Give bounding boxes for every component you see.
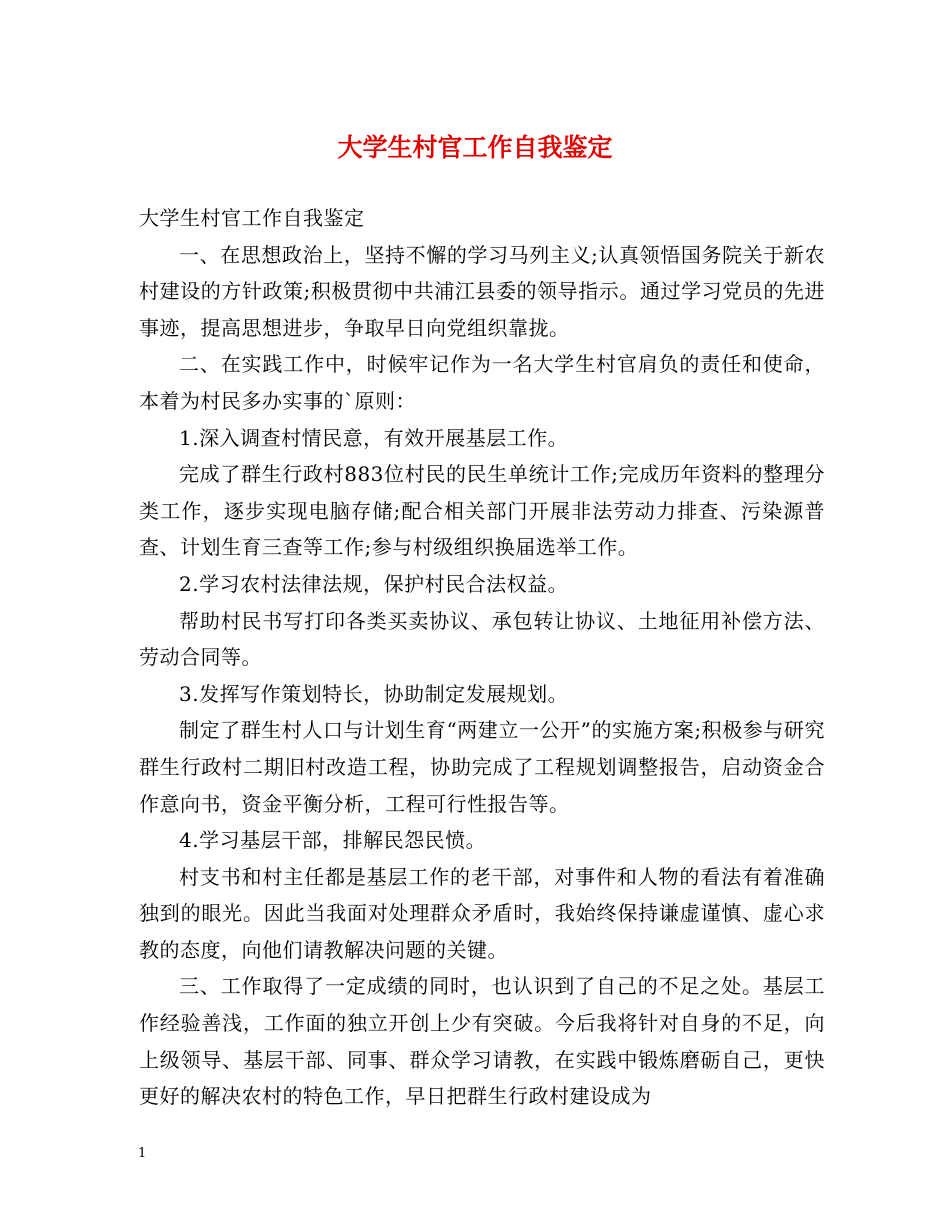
paragraph-item-2-heading: 2.学习农村法律法规，保护村民合法权益。: [179, 571, 569, 596]
paragraph-item-3-detail: 制定了群生村人口与计划生育“两建立一公开”的实施方案;积极参与研究群生行政村二期旧村改造工程，协助完成了工程规划调整报告，启动资金合作意向书，资金平衡分析，工程可行性报告等。: [139, 718, 825, 816]
paragraph-practice-intro: 二、在实践工作中，时候牢记作为一名大学生村官肩负的责任和使命，本着为村民多办实事的`原则：: [139, 352, 825, 413]
document-subtitle: 大学生村官工作自我鉴定: [139, 206, 365, 230]
paragraph-item-4-heading: 4.学习基层干部，排解民怨民愤。: [179, 828, 487, 853]
page-number: 1: [138, 1146, 147, 1161]
paragraph-item-1-heading: 1.深入调查村情民意，有效开展基层工作。: [179, 425, 569, 450]
document-title: 大学生村官工作自我鉴定: [337, 133, 613, 162]
document-body: [139, 200, 825, 1115]
paragraph-item-4-detail: 村支书和村主任都是基层工作的老干部，对事件和人物的看法有着准确独到的眼光。因此当我面对处理群众矛盾时，我始终保持谦虚谨慎、虚心求教的态度，向他们请教解决问题的关键。: [139, 864, 825, 962]
paragraph-item-1-detail: 完成了群生行政村883位村民的民生单统计工作;完成历年资料的整理分类工作，逐步实现电脑存储;配合相关部门开展非法劳动力排查、污染源普查、计划生育三查等工作;参与村级组织换届选举工作。: [139, 462, 825, 560]
paragraph-shortcomings: 三、工作取得了一定成绩的同时，也认识到了自己的不足之处。基层工作经验善浅，工作面的独立开创上少有突破。今后我将针对自身的不足，向上级领导、基层干部、同事、群众学习请教，在实践中锻炼磨砺自己，更快更好的解决农村的特色工作，早日把群生行政村建设成为: [139, 974, 825, 1109]
paragraph-item-2-detail: 帮助村民书写打印各类买卖协议、承包转让协议、土地征用补偿方法、劳动合同等。: [139, 608, 825, 670]
paragraph-thought-politics: 一、在思想政治上，坚持不懈的学习马列主义;认真领悟国务院关于新农村建设的方针政策;积极贯彻中共浦江县委的领导指示。通过学习党员的先进事迹，提高思想进步，争取早日向党组织靠拢。: [139, 242, 825, 340]
paragraph-item-3-heading: 3.发挥写作策划特长，协助制定发展规划。: [179, 681, 569, 706]
